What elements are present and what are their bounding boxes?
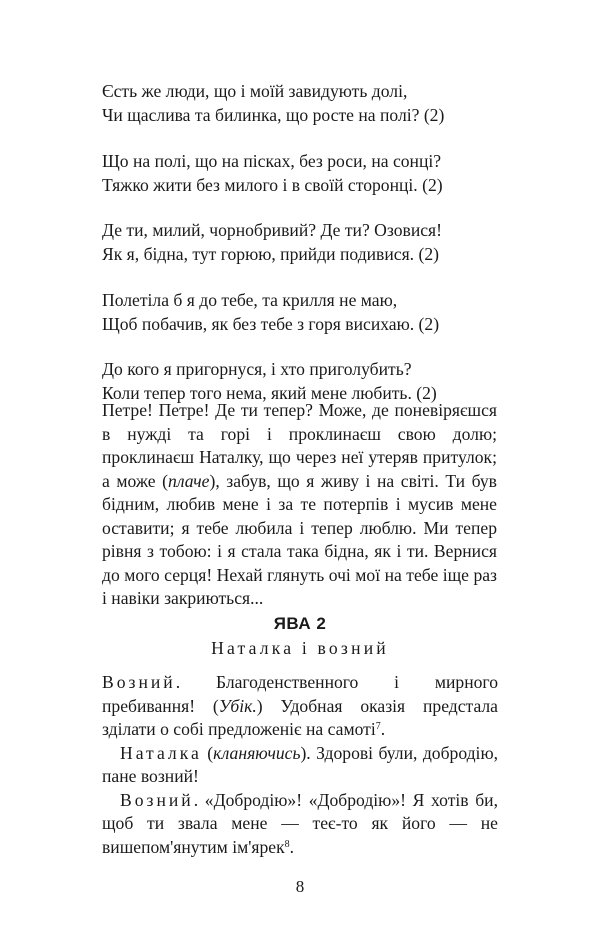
dialogue-line — [102, 742, 498, 789]
verse-line: Коли тепер того нема, який мене любить. (2) — [102, 383, 437, 403]
verse-line: Полетіла б я до тебе, та крилля не маю, — [102, 289, 398, 310]
natalka-monologue — [102, 399, 497, 611]
dialogue — [102, 671, 498, 859]
dialogue-text: . — [380, 719, 386, 739]
monologue-text: Петре! Петре! Де ти тепер? Може, де поневіряєшся в нужді та горі і проклинаєш свою долю; проклинаєш Наталку, що через неї утеряв притулок; а може ( — [102, 400, 497, 491]
stanza — [102, 79, 502, 127]
verse-line: Єсть же люди, що і моїй завидують долі, — [102, 81, 408, 101]
verse-line: Щоб побачив, як без тебе з горя висихаю. (2) — [102, 313, 440, 334]
verse-line: До кого я пригорнуся, і хто приголубить? — [102, 359, 412, 379]
dialogue-text: ( — [201, 742, 214, 763]
monologue-text: ), забув, що я живу і на світі. Ти був бідним, любив мене і за те потерпів і мусив мене оставити; я тебе любила і тепер люблю. Ми тепер рівня з тобою: і я стала така бідна, як і ти. Вернися до мого серця! Нехай глянуть очі мої на тебе іще раз і навіки закриються... — [102, 470, 497, 608]
dialogue-line — [102, 789, 498, 860]
song-verses — [102, 79, 502, 427]
dialogue-text: ). Здорові були, добродію, пане возний! — [102, 742, 498, 786]
dialogue-line — [102, 671, 498, 742]
stanza — [102, 288, 502, 336]
verse-line: Що на полі, що на пісках, без роси, на сонці? — [102, 150, 442, 171]
footnote-marker: 7 — [375, 721, 381, 732]
scene-title: ЯВА 2 — [273, 614, 327, 633]
stanza — [102, 218, 502, 266]
speaker-name: Наталка — [120, 742, 202, 763]
footnote-marker: 8 — [284, 838, 290, 850]
speaker-name: Возний — [102, 672, 176, 692]
dialogue-text: . «Добродію»! «Добродію»! Я хотів би, щоб ти звала мене — теє-то як його — не вишепом'янутим ім'ярек — [102, 789, 498, 857]
stanza — [102, 149, 502, 197]
verse-line: Чи щаслива та билинка, що росте на полі? (2) — [102, 105, 445, 125]
stage-direction: плаче — [168, 470, 210, 491]
scene-characters: Наталка і возний — [211, 638, 389, 658]
page-number: 8 — [295, 877, 305, 896]
dialogue-text: . — [289, 836, 295, 857]
stage-direction: Убік. — [218, 695, 257, 716]
verse-line: Де ти, милий, чорнобривий? Де ти? Озовися! — [102, 220, 443, 240]
verse-line: Як я, бідна, тут горюю, прийди подивися. (2) — [102, 244, 439, 264]
stanza — [102, 357, 502, 405]
stage-direction: кланяючись — [213, 742, 301, 763]
verse-line: Тяжко жити без милого і в своїй сторонці. (2) — [102, 174, 443, 195]
dialogue-text: ) Удобная оказія предстала зділати о собі предложеніє на самоті — [102, 695, 498, 739]
dialogue-text: . Благоденственного і мирного пребивання! ( — [102, 672, 498, 716]
speaker-name: Возний — [120, 789, 194, 810]
